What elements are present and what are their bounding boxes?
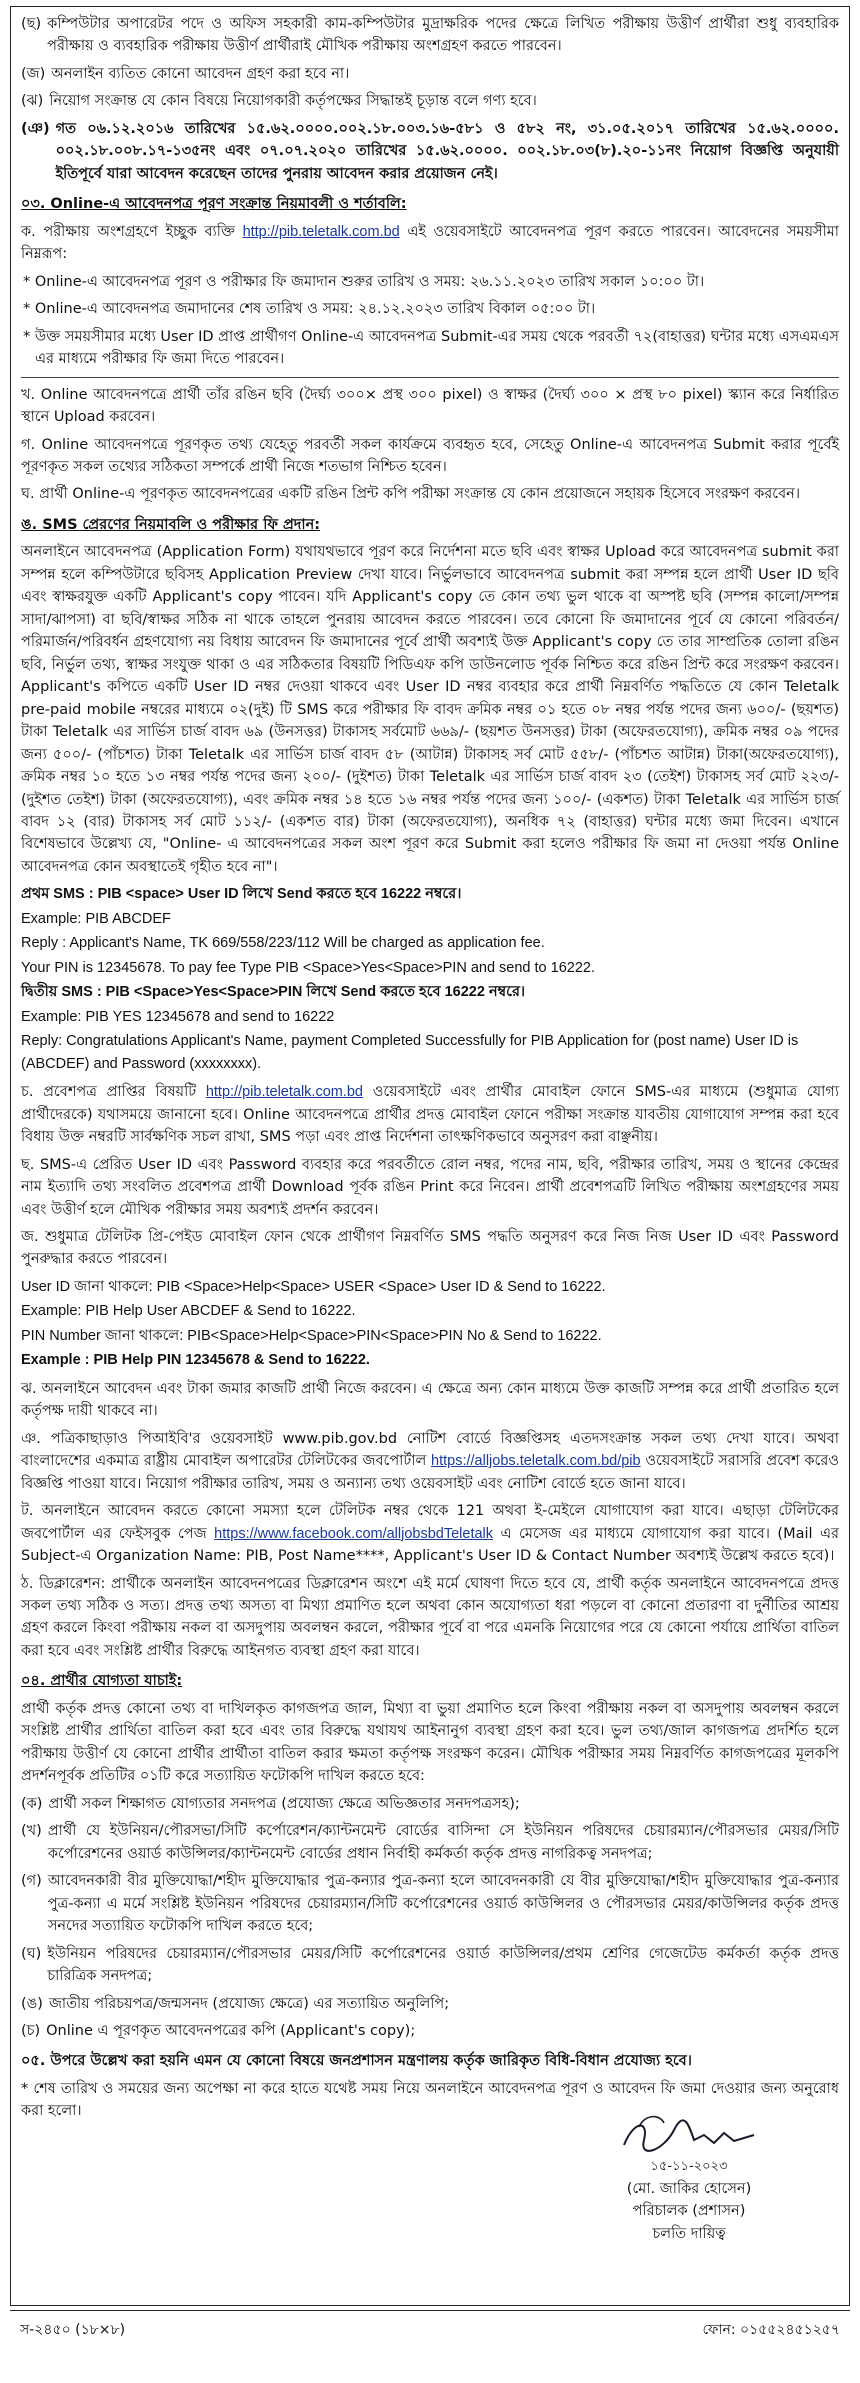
footer — [10, 2310, 850, 2350]
teletalk-link[interactable]: http://pib.teletalk.com.bd — [242, 223, 400, 240]
top-item — [21, 118, 839, 185]
sms-tha-declaration: ঠ. ডিক্লারেশন: প্রার্থীকে অনলাইন আবেদনপত্রের ডিক্লারেশন অংশে এই মর্মে ঘোষণা দিতে হবে যে, প্রার্থী কর্তৃক অনলাইনে আবেদনপত্রে প্রদত্ত সকল তথ্য সঠিক ও সত্য। প্রদত্ত তথ্য অসত্য বা মিথ্যা প্রমাণিত হলে অথবা কোন অযোগ্যতা ধরা পড়লে বা কোনো প্রতারণা বা দুর্নীতির আশ্রয় গ্রহণ করলে কিংবা পরীক্ষায় নকল বা অসদুপায় অবলম্বন করলে, পরীক্ষার পূর্বে বা পরে এমনকি নিয়োগের পরে যে কোনো পর্যায়ে প্রার্থিতা বাতিল করা হবে এবং সংশ্লিষ্ট প্রার্থীর বিরুদ্ধে আইনগত ব্যবস্থা গ্রহণ করা যাবে। — [21, 1575, 839, 1659]
item-text: জাতীয় পরিচয়পত্র/জন্মসনদ (প্রযোজ্য ক্ষেত্রে) এর সত্যায়িত অনুলিপি; — [48, 1995, 450, 2012]
item-text: Online এ পূরণকৃত আবেদনপত্রের কপি (Applicant's copy); — [46, 2022, 416, 2039]
jobportal-link[interactable]: https://alljobs.teletalk.com.bd/pib — [431, 1453, 641, 1470]
signatory-designation: পরিচালক (প্রশাসন) — [632, 2203, 746, 2220]
footer-phone: ফোন: ০১৫৫২৪৫১২৫৭ — [702, 2321, 840, 2338]
signatory-name: (মো. জাকির হোসেন) — [626, 2180, 752, 2197]
signature-date: ১৫-১১-২০২৩ — [650, 2159, 728, 2175]
item-key: (ঘ) — [21, 1945, 42, 1962]
first-sms-reply: Reply : Applicant's Name, TK 669/558/223/112 Will be charged as application fee. — [21, 935, 545, 952]
sms-cha-text: চ. প্রবেশপত্র প্রাপ্তির বিষয়টি — [21, 1084, 197, 1101]
signatory-role: চলতি দায়িত্ব — [652, 2225, 726, 2242]
sms-cha — [21, 1081, 839, 1148]
document-item — [21, 1820, 839, 1865]
sms-nya-text-2: ওয়েবসাইটে সরাসরি প্রবেশ করেও বিজ্ঞপ্তি পাওয়া যাবে। নিয়োগ পরীক্ষার তারিখ, সময় ও অন্যান্য তথ্য ওয়েবসাইট এবং নোটিশ বোর্ডে হতে জানা যাবে। — [21, 1453, 840, 1492]
item-text: প্রার্থী সকল শিক্ষাগত যোগ্যতার সনদপত্র (প্রযোজ্য ক্ষেত্রে অভিজ্ঞতার সনদপত্রসহ); — [48, 1795, 520, 1812]
item-key: (জ) — [21, 65, 46, 82]
item-key: (ঙ) — [21, 1995, 43, 2012]
item-key: (ক) — [21, 1795, 43, 1812]
sec3-ka-text-2: এই ওয়েবসাইটে আবেদনপত্র পূরণ করতে পারবেন। আবেদনের সময়সীমা নিম্নরূপ: — [21, 223, 839, 263]
handwritten-signature — [604, 2105, 774, 2165]
sms-nya — [21, 1428, 839, 1495]
divider — [21, 377, 839, 378]
item-text: প্রার্থী যে ইউনিয়ন/পৌরসভা/সিটি কর্পোরেশন/ক্যান্টনমেন্ট বোর্ডের বাসিন্দা সে ইউনিয়ন পরিষদের চেয়ারম্যান/পৌরসভার মেয়র/সিটি কর্পোরেশনের ওয়ার্ড কাউন্সিলর/ক্যান্টনমেন্ট বোর্ডের প্রধান নির্বাহী কর্মকর্তা কর্তৃক প্রদত্ত নাগরিকত্ব সনদপত্র; — [47, 1823, 839, 1862]
first-sms-pin: Your PIN is 12345678. To pay fee Type PIB <Space>Yes<Space>PIN and send to 16222. — [21, 959, 595, 976]
first-sms-example: Example: PIB ABCDEF — [21, 910, 171, 927]
deadline-end: * Online-এ আবেদনপত্র জমাদানের শেষ তারিখ ও সময়: ২৪.১২.২০২৩ তারিখ বিকাল ০৫:০০ টা। — [23, 301, 596, 318]
section-5-title: ০৫. উপরে উল্লেখ করা হয়নি এমন যে কোনো বিষয়ে জনপ্রশাসন মন্ত্রণালয় কর্তৃক জারিকৃত বিধি-বিধান প্রযোজ্য হবে। — [21, 2053, 692, 2070]
notice-frame — [10, 6, 850, 2306]
section-4-title: ০৪. প্রার্থীর যোগ্যতা যাচাই: — [21, 1673, 183, 1690]
item-key: (ছ) — [21, 16, 42, 32]
sms-paragraph: অনলাইনে আবেদনপত্র (Application Form) যথাযথভাবে পূরণ করে নির্দেশনা মতে ছবি এবং স্বাক্ষর Upload করে আবেদনপত্র submit করা সম্পন্ন হলে কম্পিউটারে ছবিসহ Application Preview দেখা যাবে। নির্ভুলভাবে আবেদনপত্র submit করা সম্পন্ন হলে প্রার্থী User ID ছবি এবং স্বাক্ষরযুক্ত একটি Applicant's copy পাবেন। যদি Applicant's copy তে কোন তথ্য ভুল থাকে বা অস্পষ্ট ছবি (সম্পন্ন কালো/সম্পন্ন সাদা/ঝাপসা) বা ছবি/স্বাক্ষর সঠিক না থাকে তাহলে পুনরায় আবেদন করতে পারবেন। তবে কোনো ফি জমাদানের পূর্বে যে কোনো পরিবর্তন/পরিমার্জন/পরিবর্ধন গ্রহণযোগ্য নয় বিধায় আবেদন ফি জমাদানের পূর্বে প্রার্থী অবশ্যই উক্ত Applicant's copy তে তার সাম্প্রতিক তোলা রঙিন ছবি, নির্ভুল তথ্য, স্বাক্ষর সংযুক্ত থাকা ও এর সঠিকতার বিষয়টি পিডিএফ কপি ডাউনলোড পূর্বক নিশ্চিত করে রঙিন প্রিন্ট করে সংরক্ষণ করবেন। Applicant's কপিতে একটি User ID নম্বর দেওয়া থাকবে এবং User ID নম্বর ব্যবহার করে প্রার্থী নিম্নবর্ণিত পদ্ধতিতে যে কোন Teletalk pre-paid mobile নম্বরের মাধ্যমে ০২(দুই) টি SMS করে পরীক্ষার ফি বাবদ ক্রমিক নম্বর ০১ হতে ০৮ নম্বর পর্যন্ত পদের জন্য ৬০০/- (ছয়শত) টাকা Teletalk এর সার্ভিস চার্জ বাবদ ৬৯ (উনসত্তর) টাকাসহ সর্বমোট ৬৬৯/- (ছয়শত উনসত্তর) টাকা (অফেরতযোগ্য), ক্রমিক নম্বর ০৯ পদের জন্য ৫০০/- (পাঁচশত) টাকা Teletalk এর সার্ভিস চার্জ বাবদ ৫৮ (আটান্ন) টাকাসহ সর্ব মোট ৫৫৮/- (পাঁচশত আটান্ন) টাকা(অফেরতযোগ্য), ক্রমিক নম্বর ১০ হতে ১৩ নম্বর পর্যন্ত পদের জন্য ২০০/- (দুইশত) টাকা Teletalk এর সার্ভিস চার্জ বাবদ ২৩ (তেইশ) টাকাসহ সর্ব মোট ২২৩/- (দুইশত তেইশ) টাকা (অফেরতযোগ্য), এবং ক্রমিক নম্বর ১৪ হতে ১৬ নম্বর পর্যন্ত পদের জন্য ১০০/- (একশত) টাকা Teletalk এর সার্ভিস চার্জ বাবদ ১২ (বার) টাকাসহ সর্ব মোট ১১২/- (একশত বার) টাকা (অফেরতযোগ্য), অনধিক ৭২ (বাহাত্তর) ঘন্টার মধ্যে জমা দিবেন। এখানে বিশেষভাবে উল্লেখ্য যে, "Online- এ আবেদনপত্রের সকল অংশ পূরণ করে Submit করা হলেও পরীক্ষার ফি জমা না দেওয়া পর্যন্ত Online আবেদনপত্র কোন অবস্থাতেই গৃহীত হবে না"। — [21, 544, 839, 875]
top-items — [21, 13, 839, 185]
sms-jha: জ. শুধুমাত্র টেলিটক প্রি-পেইড মোবাইল ফোন থেকে প্রার্থীগণ নিম্নবর্ণিত SMS পদ্ধতি অনুসরণ করে নিজ নিজ User ID এবং Password পুনরুদ্ধার করতে পারবেন। — [21, 1228, 839, 1268]
item-text: আবেদনকারী বীর মুক্তিযোদ্ধা/শহীদ মুক্তিযোদ্ধার পুত্র-কন্যার পুত্র-কন্যা হলে আবেদনকারী যে বীর মুক্তিযোদ্ধা/শহীদ মুক্তিযোদ্ধার পুত্র-কন্যার পুত্র-কন্যা এ মর্মে সংশ্লিষ্ট ইউনিয়ন পরিষদের চেয়ারম্যান/সিটি কর্পোরেশনের ওয়ার্ড কাউন্সিলর ও পৌরসভার মেয়র/কাউন্সিলর কর্তৃক প্রদত্ত সনদের সত্যায়িত ফটোকপি দাখিল করতে হবে; — [47, 1873, 839, 1935]
sms-nya-text: ঞ. পত্রিকাছাড়াও পিআইবি'র ওয়েবসাইট www.pib.gov.bd নোটিশ বোর্ডে বিজ্ঞপ্তিসহ এতদসংক্রান্ত সকল তথ্য দেখা যাবে। অথবা বাংলাদেশের একমাত্র রাষ্ট্রীয় মোবাইল অপারেটর টেলিটকের জবপোর্টাল — [21, 1430, 839, 1470]
second-sms-instruction: দ্বিতীয় SMS : PIB <Space>Yes<Space>PIN লিখে Send করতে হবে 16222 নম্বরে। — [21, 984, 526, 1001]
deadline-start: * Online-এ আবেদনপত্র পূরণ ও পরীক্ষার ফি জমাদান শুরুর তারিখ ও সময়: ২৬.১১.২০২৩ তারিখ সকাল ১০:০০ টা। — [23, 273, 705, 290]
pin-recovery-line: PIN Number জানা থাকলে: PIB<Space>Help<Space>PIN<Space>PIN No & Send to 16222. — [21, 1327, 602, 1344]
deadline-fee-note: * উক্ত সময়সীমার মধ্যে User ID প্রাপ্ত প্রার্থীগণ Online-এ আবেদনপত্র Submit-এর সময় থেকে পরবর্তী ৭২(বাহাত্তর) ঘন্টার মধ্যে এসএমএস এর মাধ্যমে পরীক্ষার ফি জমা দিতে পারবেন। — [23, 328, 839, 368]
second-sms-reply: Reply: Congratulations Applicant's Name, payment Completed Successfully for PIB Application for (post name) User ID is (ABCDEF) and Password (xxxxxxxx). — [21, 1033, 799, 1072]
sec3-kha: খ. Online আবেদনপত্রে প্রার্থী তাঁর রঙিন ছবি (দৈর্ঘ্য ৩০০× প্রস্থ ৩০০ pixel) ও স্বাক্ষর (দৈর্ঘ্য ৩০০ × প্রস্থ ৮০ pixel) স্ক্যান করে নির্ধারিত স্থানে Upload করবেন। — [21, 386, 839, 426]
item-text: গত ০৬.১২.২০১৬ তারিখের ১৫.৬২.০০০০.০০২.১৮.০০৩.১৬-৫৮১ ও ৫৮২ নং, ৩১.০৫.২০১৭ তারিখের ১৫.৬২.০০০০. ০০২.১৮.০০৮.১৭-১৩৫নং এবং ০৭.০৭.২০২০ তারিখের ১৫.৬২.০০০০. ০০২.১৮.০৩(৮).২০-১১নং নিয়োগ বিজ্ঞপ্তি অনুযায়ী ইতিপূর্বে যারা আবেদন করেছেন তাদের পুনরায় আবেদন করার প্রয়োজন নেই। — [55, 120, 839, 182]
item-text: নিয়োগ সংক্রান্ত যে কোন বিষয়ে নিয়োগকারী কর্তৃপক্ষের সিদ্ধান্তই চূড়ান্ত বলে গণ্য হবে। — [49, 93, 537, 110]
admit-card-link[interactable]: http://pib.teletalk.com.bd — [205, 1084, 363, 1101]
sec5-note: * শেষ তারিখ ও সময়ের জন্য অপেক্ষা না করে হাতে যথেষ্ট সময় নিয়ে অনলাইনে আবেদনপত্র পূরণ ও আবেদন ফি জমা দেওয়ার জন্য অনুরোধ করা হলো। — [21, 2080, 839, 2120]
pin-recovery-example: Example : PIB Help PIN 12345678 & Send to 16222. — [21, 1352, 370, 1369]
footer-code: স-২৪৫০ (১৮×৮) — [20, 2321, 126, 2338]
document-item — [21, 2020, 839, 2042]
sec3-ka-text: ক. পরীক্ষায় অংশগ্রহণে ইচ্ছুক ব্যক্তি — [21, 223, 235, 240]
item-text: অনলাইন ব্যতিত কোনো আবেদন গ্রহণ করা হবে না। — [51, 65, 350, 82]
uid-recovery-example: Example: PIB Help User ABCDEF & Send to 16222. — [21, 1303, 356, 1320]
second-sms-example: Example: PIB YES 12345678 and send to 16222 — [21, 1008, 335, 1025]
item-key: (চ) — [21, 2022, 41, 2039]
sms-jha2: ঝ. অনলাইনে আবেদন এবং টাকা জমার কাজটি প্রার্থী নিজে করবেন। এ ক্ষেত্রে অন্য কোন মাধ্যমে উক্ত কাজটি সম্পন্ন করে প্রার্থী প্রতারিত হলে কর্তৃপক্ষ দায়ী থাকবে না। — [21, 1380, 839, 1420]
item-text: কম্পিউটার অপারেটর পদে ও অফিস সহকারী কাম-কম্পিউটার মুদ্রাক্ষরিক পদের ক্ষেত্রে লিখিত পরীক্ষায় উত্তীর্ণ প্রার্থীরা শুধু ব্যবহারিক পরীক্ষায় ও ব্যবহারিক পরীক্ষায় উত্তীর্ণ প্রার্থীরাই মৌখিক পরীক্ষায় অংশগ্রহণ করতে পারবেন। — [47, 16, 839, 55]
top-item — [21, 90, 839, 112]
top-item — [21, 63, 839, 85]
sec4-document-list — [21, 1793, 839, 2043]
document-item — [21, 1943, 839, 1988]
sms-section-title: ঙ. SMS প্রেরণের নিয়মাবলি ও পরীক্ষার ফি প্রদান: — [21, 516, 321, 533]
item-key: (ঝ) — [21, 93, 44, 110]
first-sms-instruction: প্রথম SMS : PIB <space> User ID লিখে Send করতে হবে 16222 নম্বরে। — [21, 886, 462, 903]
document-item — [21, 1993, 839, 2015]
uid-recovery-line: User ID জানা থাকলে: PIB <Space>Help<Space> USER <Space> User ID & Send to 16222. — [21, 1278, 606, 1295]
sec3-ga: গ. Online আবেদনপত্রে পূরণকৃত তথ্য যেহেতু পরবর্তী সকল কার্যক্রমে ব্যবহৃত হবে, সেহেতু Online-এ আবেদনপত্র Submit করার পূর্বেই পূরণকৃত সকল তথ্যের সঠিকতা সম্পর্কে প্রার্থী নিজে শতভাগ নিশ্চিত হবেন। — [21, 436, 839, 475]
sms-ta-text-2: এ মেসেজ এর মাধ্যমে যোগাযোগ করা যাবে। (Mail এর Subject-এ Organization Name: PIB, Post Name****, Applicant's User ID & Contact Number অবশ্যই উল্লেখ করতে হবে)। — [21, 1525, 840, 1565]
signature-block — [569, 2105, 809, 2245]
facebook-link[interactable]: https://www.facebook.com/alljobsbdTeletalk — [214, 1525, 494, 1542]
sms-chha: ছ. SMS-এ প্রেরিত User ID এবং Password ব্যবহার করে পরবর্তীতে রোল নম্বর, পদের নাম, ছবি, পরীক্ষার তারিখ, সময় ও স্থানের কেন্দ্রের নাম ইত্যাদি তথ্য সংবলিত প্রবেশপত্র প্রার্থী Download পূর্বক রঙিন Print করে নিবেন। প্রার্থী প্রবেশপত্রটি লিখিত পরীক্ষায় অংশগ্রহণের সময় এবং উত্তীর্ণ হলে মৌখিক পরীক্ষার সময় অবশ্যই প্রদর্শন করবেন। — [21, 1156, 839, 1218]
top-item — [21, 13, 839, 58]
sec4-paragraph: প্রার্থী কর্তৃক প্রদত্ত কোনো তথ্য বা দাখিলকৃত কাগজপত্র জাল, মিথ্যা বা ভুয়া প্রমাণিত হলে কিংবা পরীক্ষায় নকল বা অসদুপায় অবলম্বন করলে সংশ্লিষ্ট প্রার্থীর প্রার্থিতা বাতিল করা হবে এবং তার বিরুদ্ধে যথাযথ আইনানুগ ব্যবস্থা গ্রহণ করা হবে। ভুল তথ্য/জাল কাগজপত্র প্রদর্শিত হলে পরীক্ষায় উত্তীর্ণ যে কোনো প্রার্থীর প্রার্থীতা বাতিল করার ক্ষমতা কর্তৃপক্ষ সংরক্ষণ করেন। মৌখিক পরীক্ষার সময় নিম্নবর্ণিত কাগজপত্রের মূলকপি প্রদর্শনপূর্বক প্রতিটির ০১টি করে সত্যায়িত ফটোকপি দাখিল করতে হবে: — [21, 1700, 839, 1785]
sec3-gha: ঘ. প্রার্থী Online-এ পূরণকৃত আবেদনপত্রের একটি রঙিন প্রিন্ট কপি পরীক্ষা সংক্রান্ত যে কোন প্রয়োজনে সহায়ক হিসেবে সংরক্ষণ করবেন। — [21, 486, 801, 503]
document-item — [21, 1793, 839, 1815]
item-key: (খ) — [21, 1823, 42, 1840]
document-item — [21, 1870, 839, 1937]
item-key: (গ) — [21, 1873, 42, 1890]
sec3-ka — [21, 221, 839, 266]
sms-ta-text: ট. অনলাইনে আবেদন করতে কোনো সমস্যা হলে টেলিটক নম্বর থেকে 121 অথবা ই-মেইলে যোগাযোগ করা যাবে। এছাড়া টেলিটকের জবপোর্টাল এর ফেইসবুক পেজ — [21, 1503, 839, 1542]
item-text: ইউনিয়ন পরিষদের চেয়ারম্যান/পৌরসভার মেয়র/সিটি কর্পোরেশনের ওয়ার্ড কাউন্সিলর/প্রথম শ্রেণির গেজেটেড কর্মকর্তা কর্তৃক প্রদত্ত চারিত্রিক সনদপত্র; — [47, 1945, 839, 1985]
sms-ta — [21, 1500, 839, 1567]
sms-cha-text-2: ওয়েবসাইটে এবং প্রার্থীর মোবাইল ফোনে SMS-এর মাধ্যমে (শুধুমাত্র যোগ্য প্রার্থীদেরকে) যথাসময়ে জানানো হবে। Online আবেদনপত্রে প্রার্থীর প্রদত্ত মোবাইল ফোনে পরীক্ষা সংক্রান্ত যাবতীয় যোগাযোগ সম্পন্ন করা হবে বিধায় উক্ত নম্বরটি সার্বক্ষণিক সচল রাখা, SMS পড়া এবং প্রাপ্ত নির্দেশনা তাৎক্ষণিকভাবে অনুসরণ করা বাঞ্ছনীয়। — [21, 1084, 840, 1146]
item-key: (ঞ) — [21, 120, 50, 137]
section-3-title: ০৩. Online-এ আবেদনপত্র পূরণ সংক্রান্ত নিয়মাবলী ও শর্তাবলি: — [21, 196, 407, 213]
